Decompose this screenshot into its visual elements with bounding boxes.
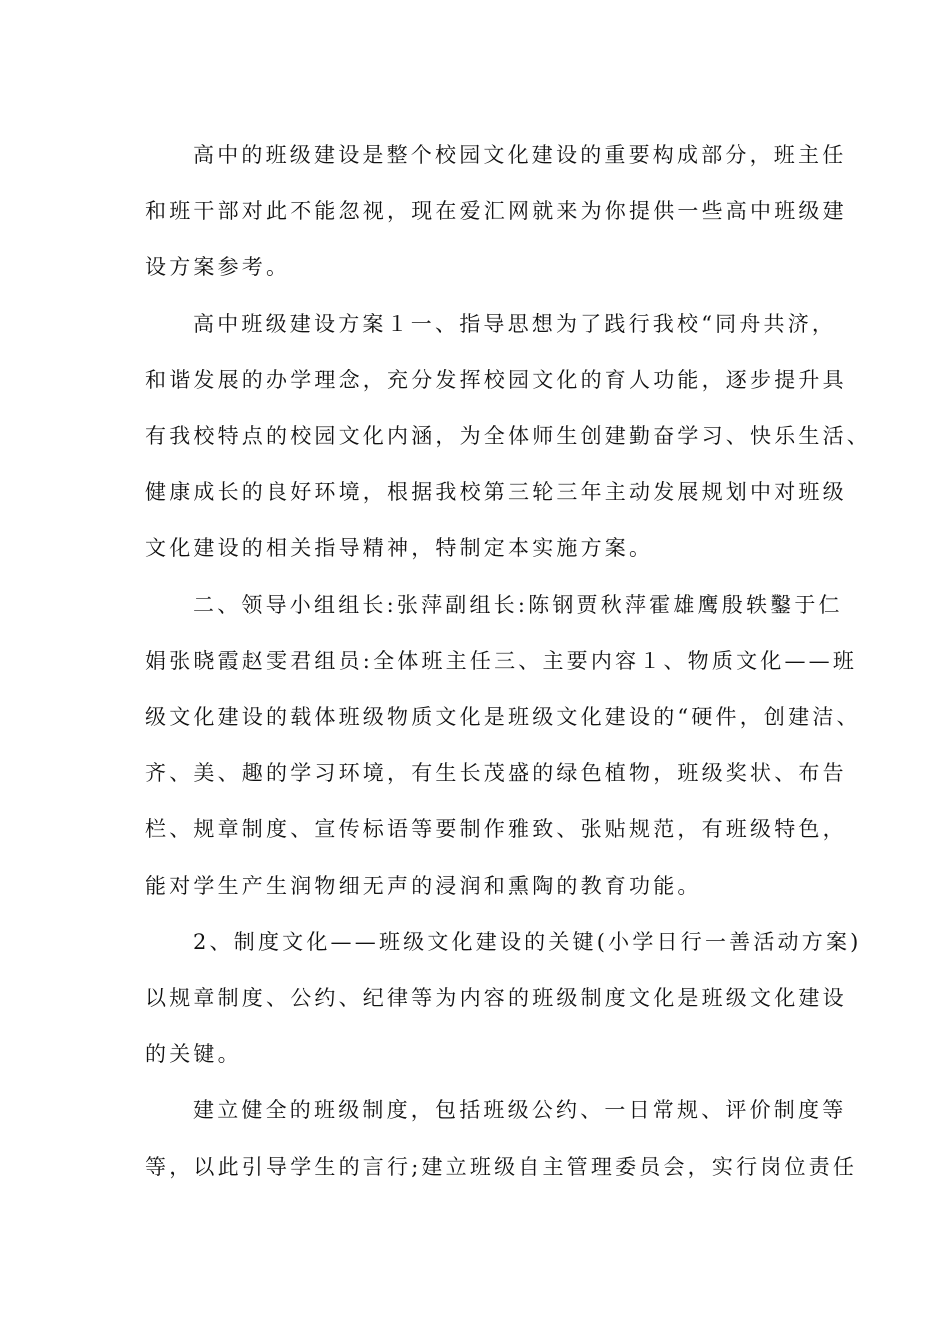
text-line: 的关键。 [145,1042,242,1067]
text-line: 级文化建设的载体班级物质文化是班级文化建设的“硬件，创建洁、 [145,705,861,730]
text-line: 高中的班级建设是整个校园文化建设的重要构成部分，班主任 [193,143,847,167]
text-line: 等，以此引导学生的言行;建立班级自主管理委员会，实行岗位责任 [145,1154,858,1179]
text-line: 建立健全的班级制度，包括班级公约、一日常规、评价制度等 [193,1098,847,1123]
text-line: 和谐发展的办学理念，充分发挥校园文化的育人功能，逐步提升具 [145,367,847,392]
text-line: 设方案参考。 [145,255,291,280]
text-line: 和班干部对此不能忽视，现在爱汇网就来为你提供一些高中班级建 [145,199,847,224]
paragraph-5 [145,1082,858,1194]
paragraph-2 [145,296,871,577]
text-line: 娟张晓霞赵雯君组员:全体班主任三、主要内容１、物质文化——班 [145,648,858,673]
paragraph-3 [145,577,861,914]
text-line: 栏、规章制度、宣传标语等要制作雅致、张贴规范，有班级特色， [145,817,847,842]
text-line: 以规章制度、公约、纪律等为内容的班级制度文化是班级文化建设 [145,986,847,1011]
document-body [145,127,871,1195]
text-line: 2、制度文化——班级文化建设的关键(小学日行一善活动方案) [193,929,862,954]
paragraph-1 [145,127,847,296]
text-line: 健康成长的良好环境，根据我校第三轮三年主动发展规划中对班级 [145,480,847,505]
text-line: 高中班级建设方案１一、指导思想为了践行我校“同舟共济， [193,311,837,336]
text-line: 二、领导小组组长:张萍副组长:陈钢贾秋萍霍雄鹰殷轶鑿于仁 [193,592,843,617]
paragraph-4 [145,914,862,1083]
text-line: 有我校特点的校园文化内涵，为全体师生创建勤奋学习、快乐生活、 [145,424,871,449]
text-line: 齐、美、趣的学习环境，有生长茂盛的绿色植物，班级奖状、布告 [145,761,847,786]
text-line: 能对学生产生润物细无声的浸润和熏陶的教育功能。 [145,873,702,898]
text-line: 文化建设的相关指导精神，特制定本实施方案。 [145,536,654,561]
